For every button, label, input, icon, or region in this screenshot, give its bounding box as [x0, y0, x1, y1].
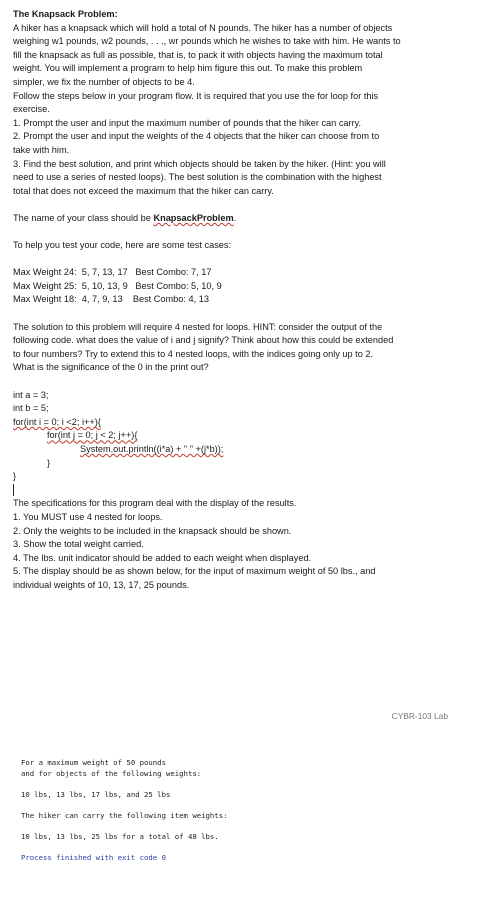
- class-name: KnapsackProblem: [153, 212, 234, 223]
- intro-line: exercise.: [13, 104, 50, 115]
- console-line: 10 lbs, 13 lbs, 17 lbs, and 25 lbs: [21, 789, 171, 799]
- spec-line: 4. The lbs. unit indicator should be added to each weight when displayed.: [13, 552, 312, 563]
- test-case: Max Weight 18: 4, 7, 9, 13 Best Combo: 4, 13: [13, 294, 209, 305]
- code-line: System.out.println((i*a) + " " +(j*b));: [80, 444, 224, 454]
- hint-line: What is the significance of the 0 in the print out?: [13, 362, 209, 373]
- step-line: 1. Prompt the user and input the maximum number of pounds that the hiker can carry.: [13, 117, 362, 128]
- code-line: for(int i = 0; i <2; i++){: [13, 416, 101, 427]
- process-finished-line: Process finished with exit code 0: [21, 853, 166, 863]
- spec-line: 1. You MUST use 4 nested for loops.: [13, 511, 163, 522]
- console-line: For a maximum weight of 50 pounds: [21, 758, 166, 767]
- intro-line: weight. You will implement a program to help him figure this out. To make this problem: [13, 63, 363, 74]
- document-body: [13, 8, 481, 593]
- intro-line: A hiker has a knapsack which will hold a total of N pounds. The hiker has a number of objects: [13, 22, 393, 33]
- test-cases: [13, 266, 481, 307]
- intro-section: [13, 22, 481, 199]
- spec-line: The specifications for this program deal with the display of the results.: [13, 498, 297, 509]
- code-line: }: [13, 471, 17, 482]
- class-name-prefix: The name of your class should be: [13, 212, 154, 223]
- lab-label: CYBR-103 Lab: [391, 711, 448, 721]
- intro-line: weighing w1 pounds, w2 pounds, . . ., wr pounds which he wishes to take with him. He wants to: [13, 36, 401, 47]
- step-line: total that does not exceed the maximum that the hiker can carry.: [13, 185, 274, 196]
- test-case: Max Weight 25: 5, 10, 13, 9 Best Combo: 5, 10, 9: [13, 280, 222, 291]
- test-case: Max Weight 24: 5, 7, 13, 17 Best Combo: 7, 17: [13, 267, 212, 278]
- code-sample: [13, 389, 481, 498]
- step-line: need to use a series of nested loops). The best solution is the combination with the highest: [13, 172, 382, 183]
- console-output: [21, 758, 461, 864]
- intro-line: Follow the steps below in your program flow. It is required that you use the for loop for this: [13, 90, 379, 101]
- step-line: 2. Prompt the user and input the weights of the 4 objects that the hiker can choose from to: [13, 131, 380, 142]
- hint-line: following code. what does the value of i and j signify? Think about how this could be extended: [13, 335, 394, 346]
- code-line: int a = 3;: [13, 389, 49, 400]
- step-line: take with him.: [13, 144, 70, 155]
- spec-line: 5. The display should be as shown below, for the input of maximum weight of 50 lbs., and: [13, 566, 376, 577]
- hint-line: to four numbers? Try to extend this to 4 nested loops, with the indices going only up to 2.: [13, 348, 374, 359]
- console-line: The hiker can carry the following item weights:: [21, 810, 228, 820]
- text-cursor: [13, 484, 481, 498]
- code-line: }: [47, 457, 51, 468]
- intro-line: fill the knapsack as full as possible, that is, to pack it with objects having the maximum total: [13, 49, 383, 60]
- class-name-suffix: .: [233, 212, 237, 223]
- class-name-line: [13, 212, 481, 226]
- page-title: The Knapsack Problem:: [13, 9, 118, 19]
- spec-line: 3. Show the total weight carried.: [13, 539, 144, 550]
- intro-line: simpler, we fix the number of objects to be 4.: [13, 76, 195, 87]
- hint-line: The solution to this problem will require 4 nested for loops. HINT: consider the output of the: [13, 321, 383, 332]
- test-intro: To help you test your code, here are some test cases:: [13, 240, 232, 251]
- code-line: for(int j = 0; j < 2; j++){: [47, 430, 138, 441]
- step-line: 3. Find the best solution, and print which objects should be taken by the hiker. (Hint: you will: [13, 158, 386, 169]
- spec-line: 2. Only the weights to be included in the knapsack should be shown.: [13, 525, 292, 536]
- solution-hint: [13, 321, 481, 375]
- console-line: and for objects of the following weights:: [21, 768, 202, 778]
- console-line: 10 lbs, 13 lbs, 25 lbs for a total of 48 lbs.: [21, 832, 219, 842]
- spec-line: individual weights of 10, 13, 17, 25 pounds.: [13, 579, 190, 590]
- specifications: [13, 497, 481, 592]
- code-line: int b = 5;: [13, 403, 49, 414]
